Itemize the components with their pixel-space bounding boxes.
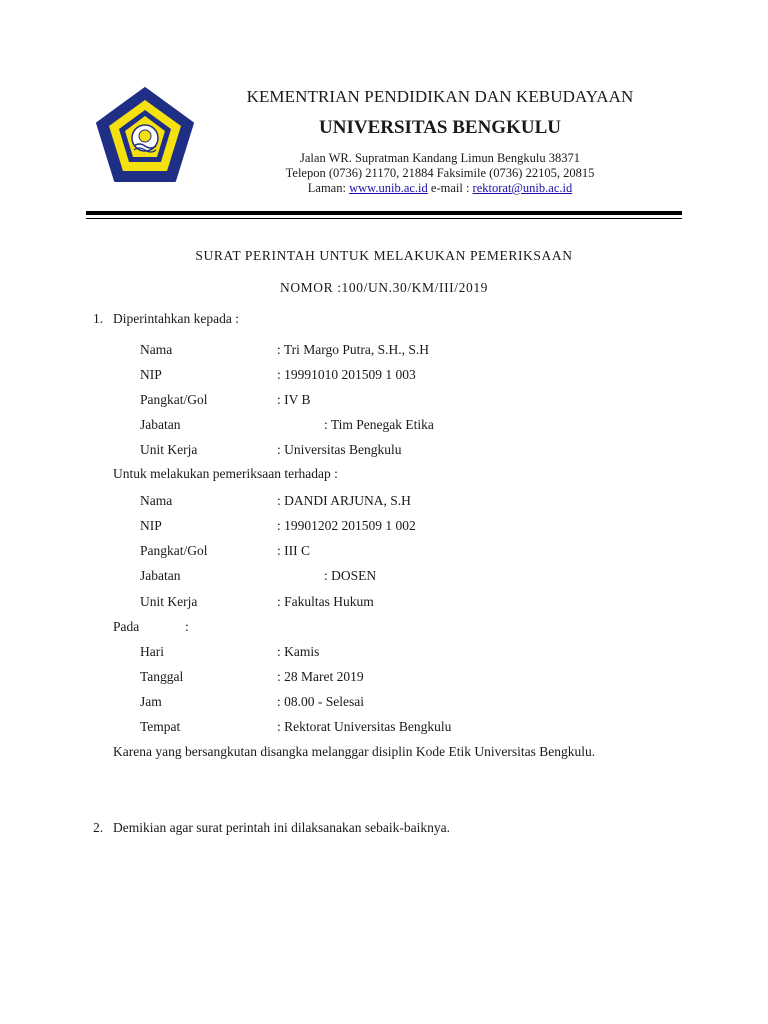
assignee-position-value: : Tim Penegak Etika [324,417,434,432]
schedule-place-label: Tempat [140,719,181,734]
assignee-rank-value: : IV B [277,392,311,407]
header-divider [86,211,682,215]
section-1-heading: Diperintahkan kepada : [113,311,239,326]
assignee-name-value: : Tri Margo Putra, S.H., S.H [277,342,430,357]
subject-unit-label: Unit Kerja [140,594,198,609]
assignee-unit-value: : Universitas Bengkulu [277,442,402,457]
letter-number: NOMOR :100/UN.30/KM/III/2019 [279,280,489,295]
assignee-nip-label: NIP [140,367,162,382]
assignee-position-label: Jabatan [140,417,181,432]
subject-nip-label: NIP [140,518,162,533]
schedule-day-value: : Kamis [277,644,320,659]
pada-label: Pada [113,619,140,634]
ministry-name: KEMENTRIAN PENDIDIKAN DAN KEBUDAYAAN [246,87,634,106]
section-2-number: 2. [93,820,104,835]
contact-line [230,181,650,196]
subject-name-label: Nama [140,493,173,508]
subject-position-value: : DOSEN [324,568,377,583]
web-label: Laman: [307,181,346,195]
reason-text: Karena yang bersangkutan disangka melanggar disiplin Kode Etik Universitas Bengkulu. [113,744,596,759]
email-label: e-mail : [430,181,470,195]
subject-unit-value: : Fakultas Hukum [277,594,374,609]
subject-rank-value: : III C [277,543,310,558]
assignee-nip-value: : 19991010 201509 1 003 [277,367,416,382]
closing-text: Demikian agar surat perintah ini dilaksanakan sebaik-baiknya. [113,820,451,835]
university-logo [94,86,196,186]
university-name: UNIVERSITAS BENGKULU [319,117,561,138]
address-line: Jalan WR. Supratman Kandang Limun Bengkulu 38371 [300,151,580,165]
subject-position-label: Jabatan [140,568,181,583]
subject-name-value: : DANDI ARJUNA, S.H [277,493,411,508]
email-link[interactable]: rektorat@unib.ac.id [472,181,573,195]
schedule-date-value: : 28 Maret 2019 [277,669,364,684]
website-link[interactable]: www.unib.ac.id [349,181,428,195]
subject-heading: Untuk melakukan pemeriksaan terhadap : [113,466,338,481]
assignee-rank-label: Pangkat/Gol [140,392,208,407]
phone-line: Telepon (0736) 21170, 21884 Faksimile (0736) 22105, 20815 [285,166,595,180]
schedule-day-label: Hari [140,644,164,659]
schedule-time-value: : 08.00 - Selesai [277,694,364,709]
schedule-place-value: : Rektorat Universitas Bengkulu [277,719,452,734]
header-divider-thin [86,218,682,219]
assignee-unit-label: Unit Kerja [140,442,198,457]
schedule-date-label: Tanggal [140,669,184,684]
schedule-time-label: Jam [140,694,162,709]
pada-colon: : [185,619,189,634]
letter-title: SURAT PERINTAH UNTUK MELAKUKAN PEMERIKSAAN [195,248,573,263]
section-1-number: 1. [93,311,104,326]
subject-nip-value: : 19901202 201509 1 002 [277,518,416,533]
subject-rank-label: Pangkat/Gol [140,543,208,558]
assignee-name-label: Nama [140,342,173,357]
